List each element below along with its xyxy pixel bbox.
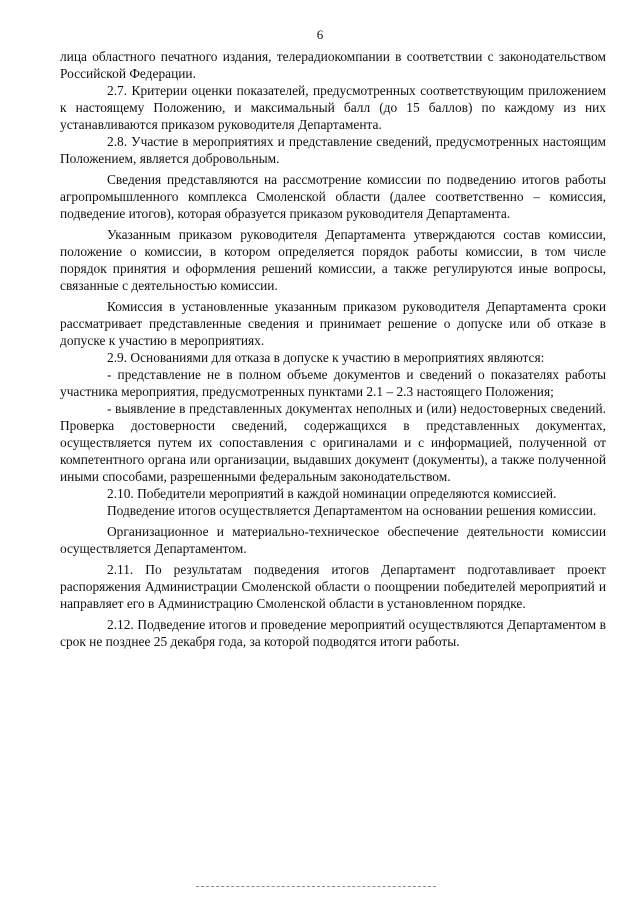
body-text <box>60 48 606 650</box>
paragraph: Комиссия в установленные указанным приказом руководителя Департамента сроки рассматривает представленные сведения и принимает решение о допуске или об отказе в допуске к участию в мероприятиях. <box>60 299 606 348</box>
footer-rule <box>196 886 436 887</box>
paragraph: лица областного печатного издания, телерадиокомпании в соответствии с законодательством Российской Федерации. <box>60 49 606 81</box>
list-item: - представление не в полном объеме документов и сведений о показателях работы участника мероприятия, предусмотренных пунктами 2.1 – 2.3 настоящего Положения; <box>60 367 606 399</box>
paragraph: 2.12. Подведение итогов и проведение мероприятий осуществляются Департаментом в срок не позднее 25 декабря года, за которой подводятся итоги работы. <box>60 617 606 649</box>
paragraph: 2.7. Критерии оценки показателей, предусмотренных соответствующим приложением к настоящему Положению, и максимальный балл (до 15 баллов) по каждому из них устанавливаются приказом руководителя Департамента. <box>60 83 606 132</box>
page-number: 6 <box>316 27 324 42</box>
paragraph: Сведения представляются на рассмотрение комиссии по подведению итогов работы агропромышленного комплекса Смоленской области (далее соответственно – комиссия, подведение итогов), которая образуется приказом руководителя Департамента. <box>60 172 606 221</box>
paragraph: 2.11. По результатам подведения итогов Департамент подготавливает проект распоряжения Администрации Смоленской области о поощрении победителей мероприятий и направляет его в Администрацию Смоленской области в установленном порядке. <box>60 562 606 611</box>
paragraph: Указанным приказом руководителя Департамента утверждаются состав комиссии, положение о комиссии, в котором определяется порядок работы комиссии, в том числе порядок принятия и оформления решений комиссии, а также регулируются иные вопросы, связанные с деятельностью комиссии. <box>60 227 606 293</box>
paragraph: Подведение итогов осуществляется Департаментом на основании решения комиссии. <box>107 503 597 518</box>
paragraph: 2.9. Основаниями для отказа в допуске к участию в мероприятиях являются: <box>107 350 545 365</box>
paragraph: 2.8. Участие в мероприятиях и представление сведений, предусмотренных настоящим Положением, является добровольным. <box>60 134 606 166</box>
paragraph: Организационное и материально-техническое обеспечение деятельности комиссии осуществляется Департаментом. <box>60 524 606 556</box>
paragraph: 2.10. Победители мероприятий в каждой номинации определяются комиссией. <box>107 486 557 501</box>
list-item: - выявление в представленных документах неполных и (или) недостоверных сведений. Проверка достоверности сведений, содержащихся в представленных документах, осуществляется путем их сопоставления с оригиналами и с информацией, полученной от компетентного органа или организации, выдавших документ (документы), а также полученной иными способами, разрешенными федеральным законодательством. <box>60 401 606 484</box>
